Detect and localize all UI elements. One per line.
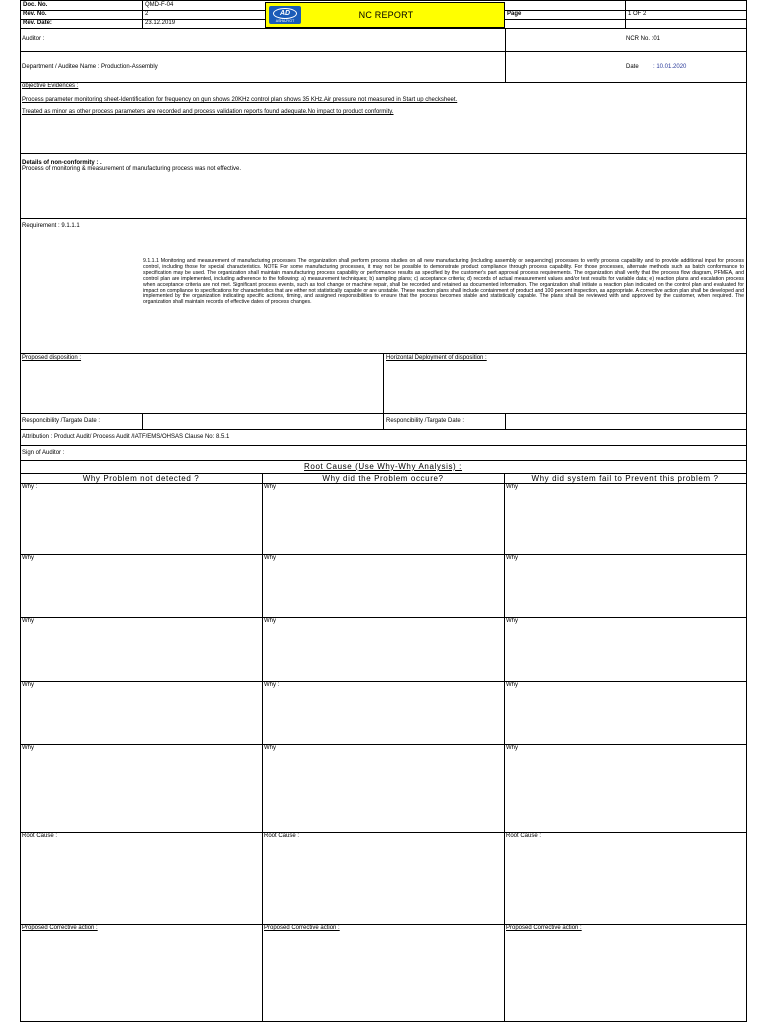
why-1-col-1: Why : — [22, 484, 38, 490]
rev-no-value: 2 — [145, 11, 149, 17]
objective-evidences-label: objective Evidences : — [22, 83, 79, 89]
root-cause-col-3: Root Cause : — [506, 833, 542, 839]
requirement-label: Requirement : 9.1.1.1 — [22, 223, 80, 229]
why-occurred-heading: Why did the Problem occure? — [322, 474, 444, 483]
why-3-col-3: Why — [506, 618, 518, 624]
root-cause-title: Root Cause (Use Why-Why Analysis) : — [304, 462, 462, 471]
responsibility-date-left: Responcibility /Targate Date : — [22, 418, 101, 424]
why-4-col-1: Why — [22, 682, 34, 688]
proposed-disposition-label: Proposed disposition : — [22, 355, 82, 361]
ncr-number: NCR No. :01 — [626, 36, 661, 42]
corrective-action-col-2: Proposed Corrective action : — [264, 925, 340, 931]
nonconformity-label: Details of non-conformity : . — [22, 160, 102, 166]
auditor-label: Auditor : — [22, 36, 45, 42]
why-3-col-1: Why — [22, 618, 34, 624]
objective-evidence-line-2: Treated as minor as other process parameters are recorded and process validation reports found adequate.No impact to product conformity. — [22, 109, 394, 115]
corrective-action-col-1: Proposed Corrective action : — [22, 925, 98, 931]
why-not-detected-heading: Why Problem not detected ? — [82, 474, 200, 483]
why-5-col-3: Why — [506, 745, 518, 751]
department-auditee: Department / Auditee Name : Production-Assembly — [22, 64, 158, 70]
horizontal-deployment-label: Horizontal Deployment of disposition : — [386, 355, 487, 361]
why-4-col-2: Why : — [264, 682, 280, 688]
doc-no-value: QMD-F-04 — [145, 2, 174, 8]
page-label: Page — [507, 11, 522, 17]
attribution-text: Attribution : Product Audit/ Process Audit /IATF/EMS/OHSAS Clause No: 8.5.1 — [22, 434, 230, 440]
root-cause-col-1: Root Cause : — [22, 833, 58, 839]
why-1-col-3: Why — [506, 484, 518, 490]
why-5-col-2: Why — [264, 745, 276, 751]
rev-no-label: Rev. No. — [23, 11, 47, 17]
why-4-col-3: Why — [506, 682, 518, 688]
corrective-action-col-3: Proposed Corrective action : — [506, 925, 582, 931]
why-1-col-2: Why — [264, 484, 276, 490]
root-cause-col-2: Root Cause : — [264, 833, 300, 839]
objective-evidence-line-1: Process parameter monitoring sheet-Identification for frequency on gun shows 20KHz control plan shows 35 KHz.Air pressure not measured in Start up checksheet. — [22, 97, 458, 103]
why-2-col-2: Why — [264, 555, 276, 561]
sign-of-auditor-label: Sign of Auditor : — [22, 450, 65, 456]
company-logo: AD ASHAJYOT — [269, 6, 301, 24]
why-2-col-1: Why — [22, 555, 34, 561]
rev-date-value: 23.12.2019 — [145, 20, 176, 26]
title-banner — [265, 2, 505, 28]
why-3-col-2: Why — [264, 618, 276, 624]
why-system-failed-heading: Why did system fail to Prevent this problem ? — [531, 474, 719, 483]
report-title: NC REPORT — [358, 10, 414, 20]
doc-no-label: Doc. No. — [23, 2, 48, 8]
why-2-col-3: Why — [506, 555, 518, 561]
page-value: 1 OF 2 — [628, 11, 647, 17]
nonconformity-text: Process of monitoring & measurement of manufacturing process was not effective. — [22, 166, 241, 172]
rev-date-label: Rev. Date: — [23, 20, 52, 26]
requirement-text: 9.1.1.1 Monitoring and measurement of manufacturing processes The organization shall perform process studies on all new manufacturing (including assembly or sequencing) processes to verify process capability and to provide additional input for process control, including those for special characteristics. NOTE For some manufacturing processes, it may not be possible to demonstrate product compliance through process capability. For those processes, alternate methods such as batch conformance to specification may be used. The organization shall maintain manufacturing process capability or performance results as specified by the customer's part approval process requirements. The organization shall verify that the process flow diagram, PFMEA, and control plan are implemented, including adherence to the following: a) measurement techniques; b) sampling plans; c) acceptance criteria; d) records of actual measurement values and/or test results for variable data; e) reaction plans and escalation process when acceptance criteria are not met. Significant process events, such as tool change or machine repair, shall be recorded and retained as documented information. The organization shall initiate a reaction plan indicated on the control plan and evaluated for impact on compliance to specifications for characteristics that are either not statistically capable or are unstable. These reaction plans shall include containment of product and 100 percent inspection, as appropriate. A corrective action plan shall be developed and implemented by the organization indicating specific actions, timing, and assigned responsibilities to ensure that the process becomes stable and statistically capable. The plans shall be reviewed with and approved by the customer, when required. The organization shall maintain records of effective dates of process changes. — [143, 258, 744, 306]
responsibility-date-right: Responcibility /Targate Date : — [386, 418, 465, 424]
date-value: : 10.01.2020 — [653, 64, 687, 70]
date-label: Date — [626, 64, 639, 70]
why-5-col-1: Why — [22, 745, 34, 751]
